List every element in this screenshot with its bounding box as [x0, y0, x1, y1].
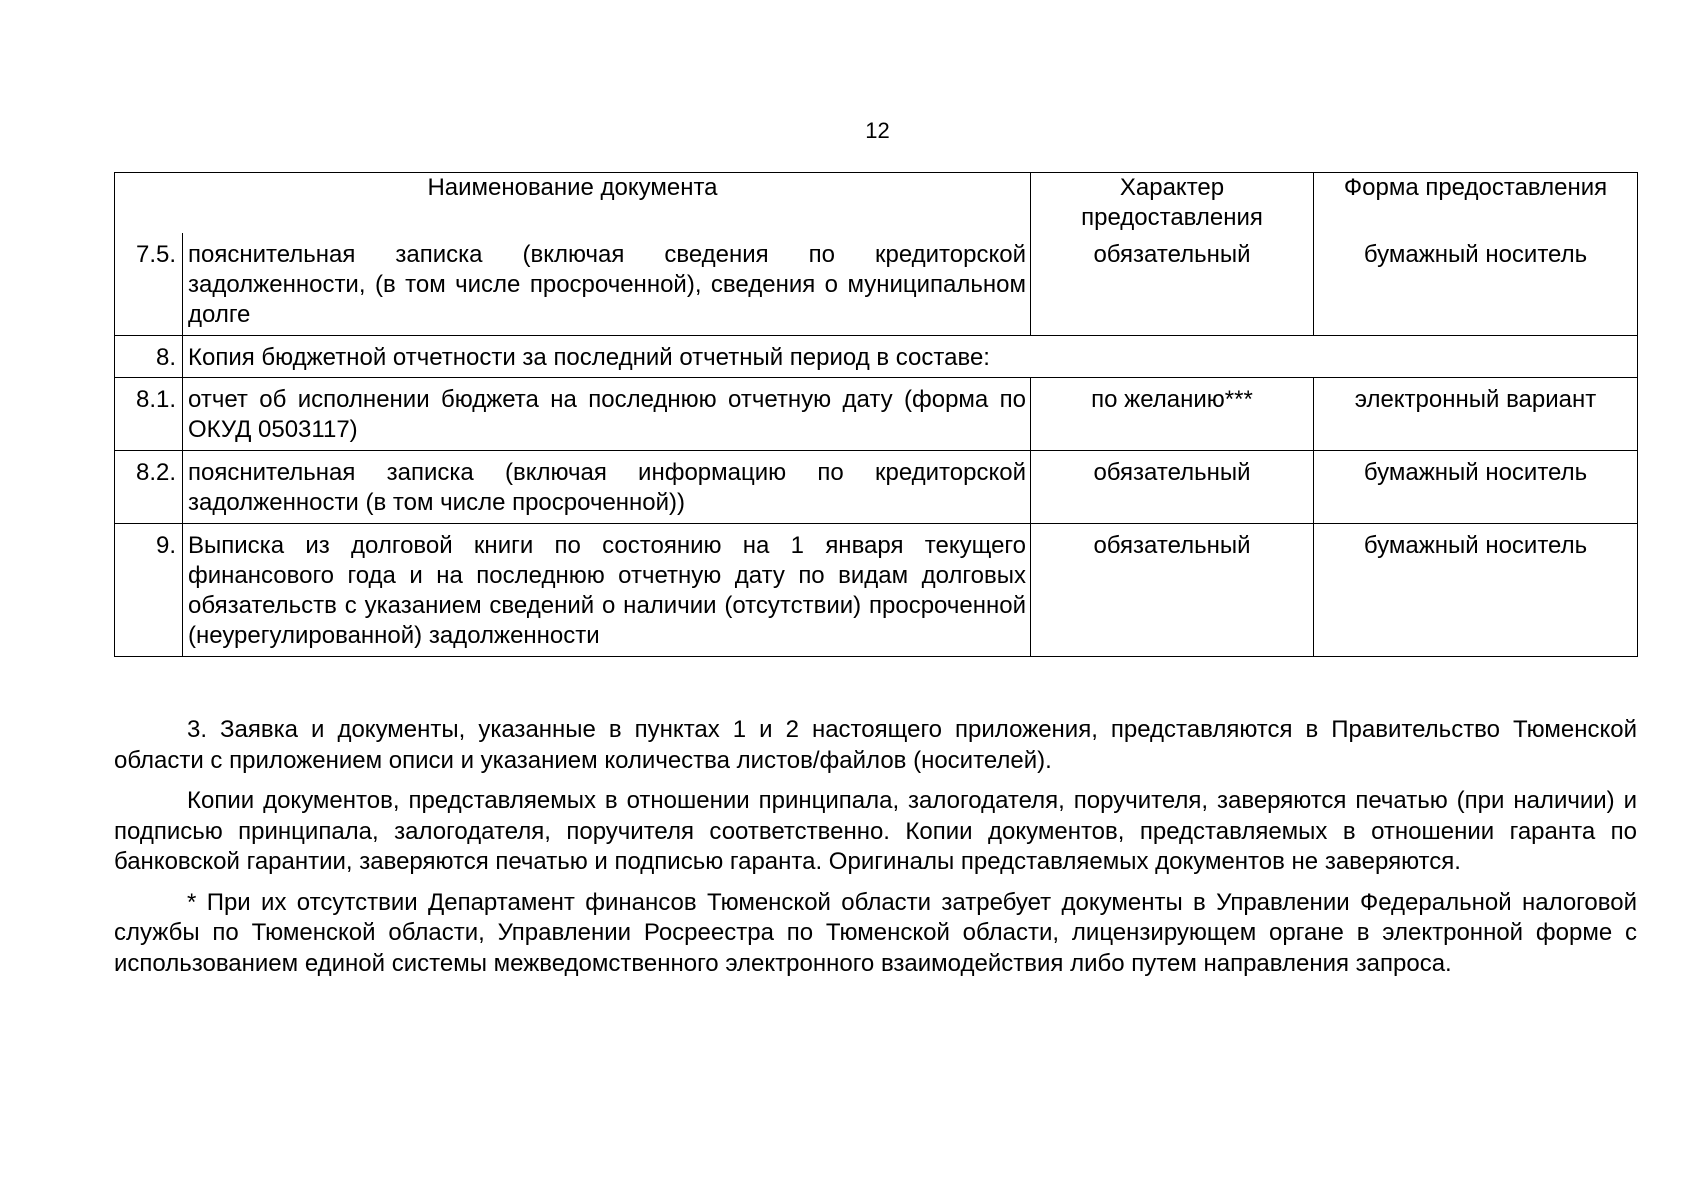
row-number: 7.5.: [115, 233, 183, 335]
row-document-name: пояснительная записка (включая информацию по кредиторской задолженности (в том числе просроченной)): [183, 450, 1031, 523]
table-row: [115, 450, 1638, 523]
table-row: [115, 377, 1638, 450]
header-document-name: Наименование документа: [115, 173, 1031, 234]
row-document-name: Выписка из долговой книги по состоянию на 1 января текущего финансового года и на последнюю отчетную дату по видам долговых обязательств с указанием сведений о наличии (отсутствии) просроченной (неурегулированной) задолженности: [183, 523, 1031, 656]
header-form: Форма предоставления: [1314, 173, 1638, 234]
row-document-name: пояснительная записка (включая сведения по кредиторской задолженности, (в том числе просроченной), сведения о муниципальном долге: [183, 233, 1031, 335]
table-row: [115, 335, 1638, 377]
paragraph-submission: 3. Заявка и документы, указанные в пунктах 1 и 2 настоящего приложения, представляются в Правительство Тюменской области с приложением описи и указанием количества листов/файлов (носителей).: [114, 716, 1637, 774]
row-character: обязательный: [1031, 233, 1314, 335]
row-character: обязательный: [1031, 523, 1314, 656]
header-character: Характер предоставления: [1031, 173, 1314, 234]
table-header-row: [115, 173, 1638, 234]
row-number: 8.2.: [115, 450, 183, 523]
row-number: 9.: [115, 523, 183, 656]
row-number: 8.1.: [115, 377, 183, 450]
table-row: [115, 233, 1638, 335]
row-form: бумажный носитель: [1314, 523, 1638, 656]
row-document-name: Копия бюджетной отчетности за последний отчетный период в составе:: [183, 335, 1638, 377]
row-form: бумажный носитель: [1314, 233, 1638, 335]
paragraph-copies: Копии документов, представляемых в отношении принципала, залогодателя, поручителя, заверяются печатью (при наличии) и подписью принципала, залогодателя, поручителя соответственно. Копии документов, представляемых в отношении гаранта по банковской гарантии, заверяются печатью и подписью гаранта. Оригиналы представляемых документов не заверяются.: [114, 787, 1637, 875]
row-character: обязательный: [1031, 450, 1314, 523]
row-character: по желанию***: [1031, 377, 1314, 450]
footnote-paragraph: * При их отсутствии Департамент финансов Тюменской области затребует документы в Управлении Федеральной налоговой службы по Тюменской области, Управлении Росреестра по Тюменской области, лицензирующем органе в электронной форме с использованием единой системы межведомственного электронного взаимодействия либо путем направления запроса.: [114, 888, 1637, 977]
row-document-name: отчет об исполнении бюджета на последнюю отчетную дату (форма по ОКУД 0503117): [183, 377, 1031, 450]
row-form: электронный вариант: [1314, 377, 1638, 450]
row-number: 8.: [115, 335, 183, 377]
body-text: [114, 715, 1637, 989]
row-form: бумажный носитель: [1314, 450, 1638, 523]
documents-table: [114, 172, 1638, 657]
page-number: 12: [865, 118, 890, 143]
table-row: [115, 523, 1638, 656]
